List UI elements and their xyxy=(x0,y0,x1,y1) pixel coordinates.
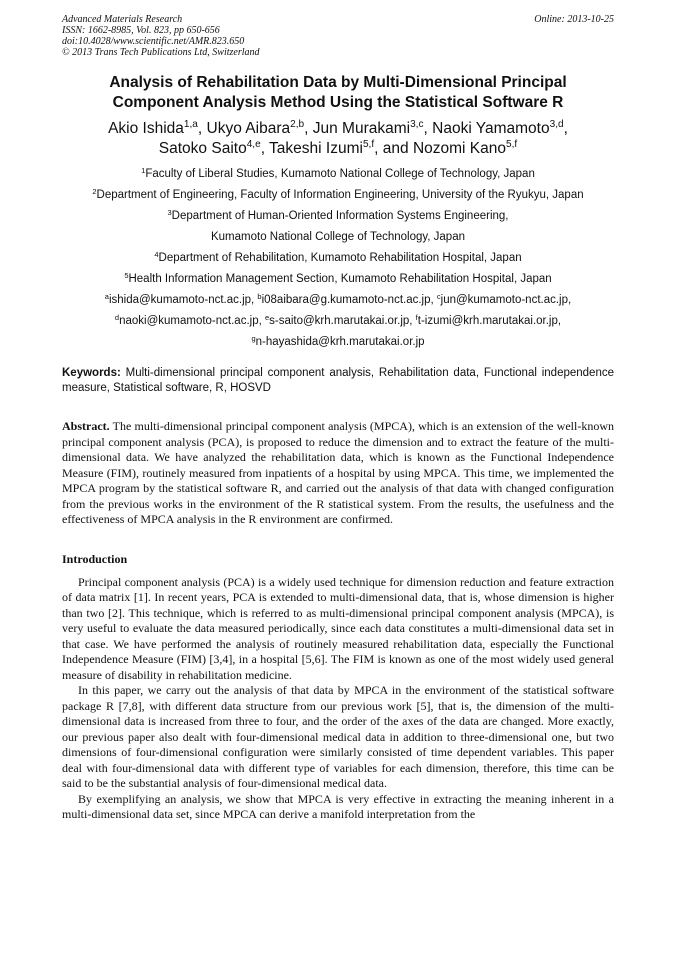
affiliation-mark: 1 xyxy=(141,165,146,175)
affiliation-text: Department of Engineering, Faculty of Information Engineering, University of the Ryukyu, Japan xyxy=(96,189,584,201)
journal-copyright: © 2013 Trans Tech Publications Ltd, Switzerland xyxy=(62,47,260,58)
affiliation-text: Department of Human-Oriented Information Systems Engineering, xyxy=(171,210,509,222)
affiliation-mark: 2 xyxy=(92,186,97,196)
journal-header xyxy=(62,14,614,58)
author-name: Satoko Saito xyxy=(158,140,247,157)
author-separator: , xyxy=(423,120,433,137)
author-name: Ukyo Aibara xyxy=(206,120,291,137)
affiliation-line xyxy=(62,185,614,206)
keywords xyxy=(62,366,614,396)
online-date: Online: 2013-10-25 xyxy=(534,14,614,25)
email-line xyxy=(62,311,614,332)
email-mark: c xyxy=(436,291,441,301)
author-separator: , xyxy=(197,120,207,137)
email-address: naoki@kumamoto-nct.ac.jp, xyxy=(119,315,265,327)
affiliation-mark: 4 xyxy=(154,249,159,259)
email-mark: d xyxy=(114,312,120,322)
affiliation-text: Health Information Management Section, Kumamoto Rehabilitation Hospital, Japan xyxy=(128,273,552,285)
email-address: n-hayashida@krh.marutakai.or.jp xyxy=(255,336,425,348)
affiliation-list xyxy=(62,164,614,353)
body-paragraph: By exemplifying an analysis, we show that MPCA is very effective in extracting the meaning inherent in a multi-dimensional data set, since MPCA can derive a manifold interpretation from the xyxy=(62,791,614,821)
affiliation-mark: 3 xyxy=(167,207,172,217)
author-name: Nozomi Kano xyxy=(412,140,506,157)
affiliation-line xyxy=(62,248,614,269)
journal-doi: doi:10.4028/www.scientific.net/AMR.823.650 xyxy=(62,36,245,47)
affiliation-line xyxy=(62,269,614,290)
author-affiliation-mark: 4,e xyxy=(246,139,261,151)
author-name: Naoki Yamamoto xyxy=(432,120,550,137)
author-affiliation-mark: 3,c xyxy=(410,119,424,131)
author-name: Takeshi Izumi xyxy=(269,140,363,157)
author-line xyxy=(62,119,614,139)
affiliation-text: Department of Rehabilitation, Kumamoto Rehabilitation Hospital, Japan xyxy=(158,252,522,264)
body-paragraph: In this paper, we carry out the analysis of that data by MPCA in the environment of the statistical software package R [7,8], with different data structure from our previous work [5], that is, the dimension of the multi-dimensional data is increased from three to four, and the order of the axes of the data are changed. More exactly, our previous paper also dealt with four-dimensional medical data in addition to three-dimensional one, but two dimensions of four-dimensional configuration were similarly consisted of time dependent variables. This paper deal with four-dimensional data with different type of variables for each dimension, therefore, this time can be said to be the substantial analysis of four-dimensional medical data. xyxy=(62,683,614,790)
email-mark: f xyxy=(415,312,418,322)
introduction-body xyxy=(62,575,614,823)
author-affiliation-mark: 1,a xyxy=(183,119,198,131)
author-name: Jun Murakami xyxy=(312,120,411,137)
keywords-text: Multi-dimensional principal component analysis, Rehabilitation data, Functional independence measure, Statistical software, R, HOSVD xyxy=(62,367,614,394)
body-paragraph: Principal component analysis (PCA) is a widely used technique for dimension reduction and feature extraction of data matrix [1]. In recent years, PCA is extended to multi-dimensional data, that is, whose dimension is higher than two [2]. This technique, which is referred to as multi-dimensional principal component analysis (MPCA), is very useful to evaluate the data measured periodically, since each data constitutes a multi-dimensional data set in that case. We have performed the analysis of routinely measured rehabilitation data, especially the Functional Independence Measure (FIM) [3,4], in a hospital [5,6]. The FIM is known as one of the most widely used general measure of disability in rehabilitation medicine. xyxy=(62,574,614,682)
email-address: i08aibara@g.kumamoto-nct.ac.jp, xyxy=(261,294,437,306)
paper-page xyxy=(62,14,614,823)
author-separator: , xyxy=(563,120,568,137)
section-title-introduction: Introduction xyxy=(62,551,128,566)
email-address: t-izumi@krh.marutakai.or.jp, xyxy=(417,315,562,327)
paper-title-line: Analysis of Rehabilitation Data by Multi-Dimensional Principal xyxy=(109,74,567,91)
email-address: jun@kumamoto-nct.ac.jp, xyxy=(440,294,572,306)
affiliation-line xyxy=(62,227,614,248)
author-list xyxy=(62,119,614,159)
email-mark: b xyxy=(257,291,262,301)
email-address: ishida@kumamoto-nct.ac.jp, xyxy=(108,294,258,306)
author-name: Akio Ishida xyxy=(108,120,184,137)
abstract-text: The multi-dimensional principal component analysis (MPCA), which is an extension of the well-known principal component analysis (PCA), is proposed to reduce the dimension and to extract the feature of the multi-dimensional data. We have analyzed the rehabilitation data, which is known as the Functional Independence Measure (FIM), routinely measured from inpatients of a hospital by using MPCA. This time, we implemented the MPCA program by the statistical software R, and carried out the analysis of that data with changed configuration from the previous works in the environment of the R statistical system. From the results, the usefulness and the effectiveness of MPCA analysis in the R environment are confirmed. xyxy=(62,419,614,526)
affiliation-mark: 5 xyxy=(124,270,129,280)
author-separator: , xyxy=(260,140,270,157)
email-mark: a xyxy=(104,291,109,301)
author-separator: , xyxy=(304,120,313,137)
author-affiliation-mark: 5,f xyxy=(362,139,375,151)
paper-title-line: Component Analysis Method Using the Statistical Software R xyxy=(112,94,564,111)
email-line xyxy=(62,332,614,353)
author-line xyxy=(62,139,614,159)
affiliation-line xyxy=(62,164,614,185)
journal-issn: ISSN: 1662-8985, Vol. 823, pp 650-656 xyxy=(62,25,220,36)
abstract-label: Abstract. xyxy=(62,419,110,433)
email-mark: e xyxy=(264,312,270,322)
email-mark: g xyxy=(251,333,256,343)
author-separator: , and xyxy=(374,140,413,157)
author-affiliation-mark: 2,b xyxy=(290,119,305,131)
affiliation-text: Faculty of Liberal Studies, Kumamoto National College of Technology, Japan xyxy=(145,168,535,180)
author-affiliation-mark: 5,f xyxy=(505,139,518,151)
email-address: s-saito@krh.marutakai.or.jp, xyxy=(269,315,416,327)
affiliation-text: Kumamoto National College of Technology, Japan xyxy=(210,231,465,243)
affiliation-line xyxy=(62,206,614,227)
abstract xyxy=(62,419,614,528)
journal-name: Advanced Materials Research xyxy=(62,14,183,25)
author-affiliation-mark: 3,d xyxy=(549,119,564,131)
paper-title xyxy=(62,73,614,113)
keywords-label: Keywords: xyxy=(62,367,121,379)
email-line xyxy=(62,290,614,311)
